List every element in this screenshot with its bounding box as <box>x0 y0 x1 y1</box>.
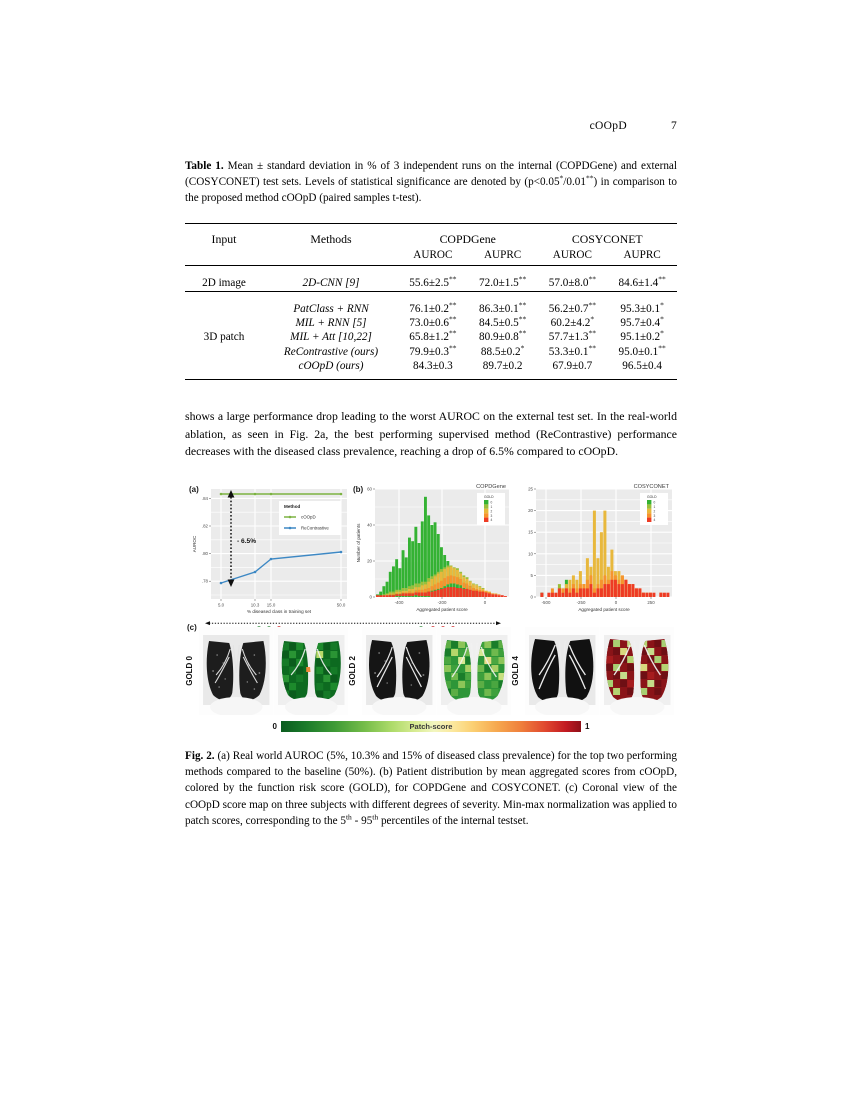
table-header-sub-row <box>185 248 677 266</box>
x-tick-label: 10.3 <box>250 602 260 608</box>
cell-value <box>398 316 468 330</box>
x-tick-label: 0 <box>614 600 618 606</box>
cell-input: 3D patch <box>203 331 245 344</box>
table-header-group-row <box>185 228 677 248</box>
table-row <box>185 359 677 373</box>
cell-value: 96.5±0.4 <box>622 360 662 373</box>
value-sig: * <box>590 314 595 324</box>
figure-caption-label: Fig. 2. <box>185 750 215 763</box>
cell-value <box>538 301 608 315</box>
cell-method: cOOpD (ours) <box>298 360 364 373</box>
cell-value <box>468 344 538 358</box>
page-number: 7 <box>670 120 677 132</box>
y-tick-label: 0 <box>369 594 372 600</box>
panel-a-svg <box>185 483 351 623</box>
y-tick-label: .82 <box>201 523 208 529</box>
gold-4-scan-pair <box>525 627 674 715</box>
figure-caption-num-1: 5 <box>340 814 346 827</box>
cell-input: 2D image <box>202 277 246 290</box>
panel-b-histograms <box>351 483 677 623</box>
colorbar-max-label: 1 <box>585 722 590 732</box>
figure-caption-ord-2: th <box>372 812 379 822</box>
table-caption <box>185 158 677 207</box>
gold-legend-title: GOLD <box>647 495 657 500</box>
subpanel-title: COPDGene <box>476 484 506 491</box>
value-text: 57.7±1.3 <box>548 331 589 344</box>
cell-value: 89.7±0.2 <box>482 360 523 373</box>
legend-item-recontrastive: ReContrastive <box>301 525 329 531</box>
gold-2-ct-scan <box>362 627 437 715</box>
gold-legend-item: 0 <box>490 500 493 505</box>
gold-4-ct-scan <box>525 627 600 715</box>
value-sig: ** <box>588 342 596 352</box>
figure-top-row <box>185 483 677 623</box>
y-tick-label: 5 <box>530 572 533 578</box>
y-tick-label: 15 <box>528 529 533 535</box>
header-blank-2 <box>264 248 398 266</box>
table-row <box>185 330 677 344</box>
gold-legend-cosyconet <box>640 493 668 525</box>
x-tick-label: -400 <box>394 600 404 606</box>
table-row <box>185 316 677 330</box>
x-tick-label: 250 <box>647 600 655 606</box>
gold-2-block <box>348 625 511 717</box>
value-text: 55.6±2.5 <box>409 277 449 290</box>
legend-item-coopd: cOOpD <box>301 514 316 520</box>
figure-2 <box>185 483 677 829</box>
y-tick-label: .80 <box>201 551 208 557</box>
x-tick-label: -200 <box>437 600 447 606</box>
value-text: 73.0±0.6 <box>409 316 449 329</box>
running-head-title: cOOpD <box>589 120 627 132</box>
cell-value <box>468 301 538 315</box>
value-text: 53.3±0.1 <box>548 345 589 358</box>
cell-method: MIL + RNN [5] <box>295 316 367 329</box>
value-text: 95.3±0.1 <box>620 302 661 315</box>
histogram-copdgene <box>351 483 514 623</box>
value-text: 95.0±0.1 <box>618 345 659 358</box>
cell-value <box>607 344 677 358</box>
value-text: 65.8±1.2 <box>409 331 449 344</box>
cell-value <box>468 330 538 344</box>
value-sig: * <box>660 299 664 309</box>
value-sig: ** <box>518 299 527 309</box>
cell-input <box>185 301 264 315</box>
value-sig: ** <box>518 274 527 284</box>
y-tick-label: 0 <box>530 594 533 600</box>
cell-method: MIL + Att [10,22] <box>290 331 372 344</box>
subpanel-title: COSYCONET <box>633 484 669 491</box>
value-text: 79.9±0.3 <box>409 345 449 358</box>
value-sig: ** <box>448 328 457 338</box>
body-paragraph: shows a large performance drop leading to the worst AUROC on the external test set. In the real-world ablation, as seen in Fig. 2a, the best performing supervised method (ReContrastive) performance decreases with the diseased class prevalence, reaching a drop of 6.5% compared to cOOpD. <box>185 408 677 459</box>
table-row <box>185 301 677 315</box>
x-axis-title: Aggregated patient score <box>578 607 630 613</box>
cell-value <box>538 276 608 291</box>
cell-value <box>538 330 608 344</box>
gold-legend-title: GOLD <box>484 495 494 500</box>
page-content <box>185 120 677 829</box>
running-head <box>185 120 677 132</box>
value-sig: ** <box>658 274 666 284</box>
value-text: 95.1±0.2 <box>620 331 661 344</box>
value-sig: ** <box>588 299 596 309</box>
panel-a-legend <box>279 501 341 535</box>
figure-caption-text-1: (a) Real world AUROC (5%, 10.3% and 15% of diseased class prevalence) for the top two performing methods compared to the baseline (50%). (b) Patient distribution by mean aggregated scores from cOOpD, colored by the function risk score (GOLD), for COPDGene and COSYCONET. (c) Coronal view of the cOOpD score map on three subjects with different degrees of severity. Min-max normalization was applied to patch scores, corresponding to the <box>185 750 677 827</box>
cell-value <box>607 316 677 330</box>
figure-caption-text-3: percentiles of the internal testset. <box>378 814 529 827</box>
cell-input <box>185 344 264 358</box>
table-caption-sig-1: * <box>559 173 564 183</box>
x-tick-label: -500 <box>541 600 551 606</box>
gold-legend-item: 3 <box>490 513 493 518</box>
gold-legend-item: 3 <box>653 513 656 518</box>
y-tick-label: .78 <box>201 578 208 584</box>
header-group-cosyconet: COSYCONET <box>571 232 643 247</box>
table-caption-sig-2: ** <box>585 173 594 183</box>
table-row <box>185 344 677 358</box>
value-sig: ** <box>518 314 527 324</box>
gold-legend-item: 2 <box>653 509 656 514</box>
histogram-cosyconet-svg <box>514 483 677 623</box>
panel-a-label: (a) <box>189 485 199 495</box>
table-caption-text-3: ) in comparison to the proposed method cOOpD (paired samples t-test). <box>185 176 677 205</box>
x-tick-label: 0 <box>483 600 487 606</box>
gold-legend-item: 1 <box>653 505 656 510</box>
gold-legend-item: 2 <box>490 509 493 514</box>
value-sig: ** <box>658 342 666 352</box>
gold-2-label: GOLD 2 <box>348 656 357 686</box>
cell-value <box>398 301 468 315</box>
cell-value <box>607 301 677 315</box>
histogram-copdgene-svg <box>351 483 514 623</box>
x-tick-label: -250 <box>576 600 586 606</box>
cell-value <box>538 344 608 358</box>
y-tick-label: 20 <box>367 558 372 564</box>
cell-value <box>607 330 677 344</box>
value-sig: ** <box>588 274 596 284</box>
x-axis-title: % diseased class in training set <box>246 609 312 615</box>
gold-legend-item: 4 <box>653 518 656 523</box>
results-table <box>185 223 677 384</box>
value-text: 76.1±0.2 <box>409 302 449 315</box>
colorbar-title: Patch-score <box>409 722 453 732</box>
colorbar-min-label: 0 <box>272 722 277 732</box>
panel-c-label: (c) <box>187 623 197 633</box>
gold-0-block <box>185 625 348 717</box>
gold-legend-copdgene <box>477 493 505 525</box>
cell-value <box>468 276 538 291</box>
value-text: 84.6±1.4 <box>618 277 659 290</box>
gold-0-label: GOLD 0 <box>185 656 194 686</box>
value-text: 84.5±0.5 <box>479 316 519 329</box>
x-tick-label: 15.0 <box>266 602 276 608</box>
y-tick-label: 20 <box>528 508 533 514</box>
x-tick-label: 50.0 <box>336 602 346 608</box>
gold-0-ct-scan <box>199 627 274 715</box>
header-cosyconet-auroc: AUROC <box>552 249 592 262</box>
cell-value <box>398 344 468 358</box>
y-tick-label: .84 <box>201 495 208 501</box>
header-blank-1 <box>185 248 264 266</box>
patch-score-colorbar <box>185 721 677 732</box>
gold-0-score-map <box>274 627 349 715</box>
header-cosyconet-auprc: AUPRC <box>623 249 661 262</box>
value-text: 60.2±4.2 <box>550 316 591 329</box>
table-caption-label: Table 1. <box>185 160 224 172</box>
cell-input <box>185 359 264 373</box>
value-text: 95.7±0.4 <box>620 316 661 329</box>
value-sig: ** <box>448 274 457 284</box>
y-tick-label: 10 <box>528 551 533 557</box>
value-text: 80.9±0.8 <box>479 331 519 344</box>
value-sig: * <box>520 342 525 352</box>
value-text: 88.5±0.2 <box>480 345 521 358</box>
header-methods: Methods <box>310 232 352 247</box>
table-caption-text-1: Mean ± standard deviation in % of 3 independent runs on the internal (COPDGene) and external (COSYCONET) test sets. Levels of statistical significance are denoted by (p<0.05 <box>185 160 677 189</box>
table-row <box>185 276 677 291</box>
y-tick-label: 60 <box>367 486 372 492</box>
figure-caption-text-2: - 95 <box>351 814 373 827</box>
panel-c-score-maps <box>185 625 677 717</box>
gold-legend-item: 0 <box>653 500 656 505</box>
header-copdgene-auprc: AUPRC <box>483 249 522 262</box>
value-sig: ** <box>448 314 457 324</box>
header-copdgene-auroc: AUROC <box>413 249 453 262</box>
cell-method: ReContrastive (ours) <box>283 345 379 358</box>
gold-2-scan-pair <box>362 627 511 715</box>
value-sig: ** <box>588 328 596 338</box>
gold-4-score-map <box>600 627 675 715</box>
colorbar-gradient <box>281 721 581 732</box>
figure-caption <box>185 748 677 829</box>
y-axis-title: AUROC <box>192 535 197 553</box>
panel-a-auroc-line-chart <box>185 483 351 623</box>
figure-caption-ord-1: th <box>345 812 352 822</box>
value-sig: * <box>660 328 664 338</box>
value-sig: ** <box>518 328 527 338</box>
drop-annotation-label: - 6.5% <box>237 538 257 546</box>
header-input: Input <box>211 232 237 247</box>
x-axis-title: Aggregated patient score <box>416 607 468 613</box>
legend-title: Method <box>284 504 301 510</box>
cell-method: PatClass + RNN <box>293 302 369 315</box>
cell-value <box>538 316 608 330</box>
value-sig: ** <box>448 342 457 352</box>
cell-value <box>398 276 468 291</box>
gold-4-block <box>511 625 674 717</box>
header-group-copdgene: COPDGene <box>439 232 496 247</box>
table-caption-text-2: /0.01 <box>563 176 586 189</box>
value-text: 57.0±8.0 <box>548 277 589 290</box>
cell-value <box>468 316 538 330</box>
y-tick-label: 40 <box>367 522 372 528</box>
cell-value <box>607 276 677 291</box>
histogram-cosyconet <box>514 483 677 623</box>
gold-legend-item: 1 <box>490 505 493 510</box>
value-text: 72.0±1.5 <box>479 277 519 290</box>
panel-b-label: (b) <box>353 485 364 495</box>
cell-input <box>185 316 264 330</box>
cell-value: 84.3±0.3 <box>413 360 453 373</box>
value-text: 86.3±0.1 <box>479 302 519 315</box>
cell-value <box>398 330 468 344</box>
gold-legend-item: 4 <box>490 518 493 523</box>
cell-value: 67.9±0.7 <box>552 360 593 373</box>
x-tick-label: 5.0 <box>217 602 225 608</box>
value-sig: * <box>660 314 664 324</box>
y-tick-label: 25 <box>528 486 533 492</box>
value-sig: ** <box>448 299 457 309</box>
gold-0-scan-pair <box>199 627 348 715</box>
gold-4-label: GOLD 4 <box>511 656 520 686</box>
cell-method: 2D-CNN [9] <box>302 277 360 290</box>
value-text: 56.2±0.7 <box>548 302 589 315</box>
gold-2-score-map <box>437 627 512 715</box>
y-axis-title: Number of patients <box>356 523 361 563</box>
